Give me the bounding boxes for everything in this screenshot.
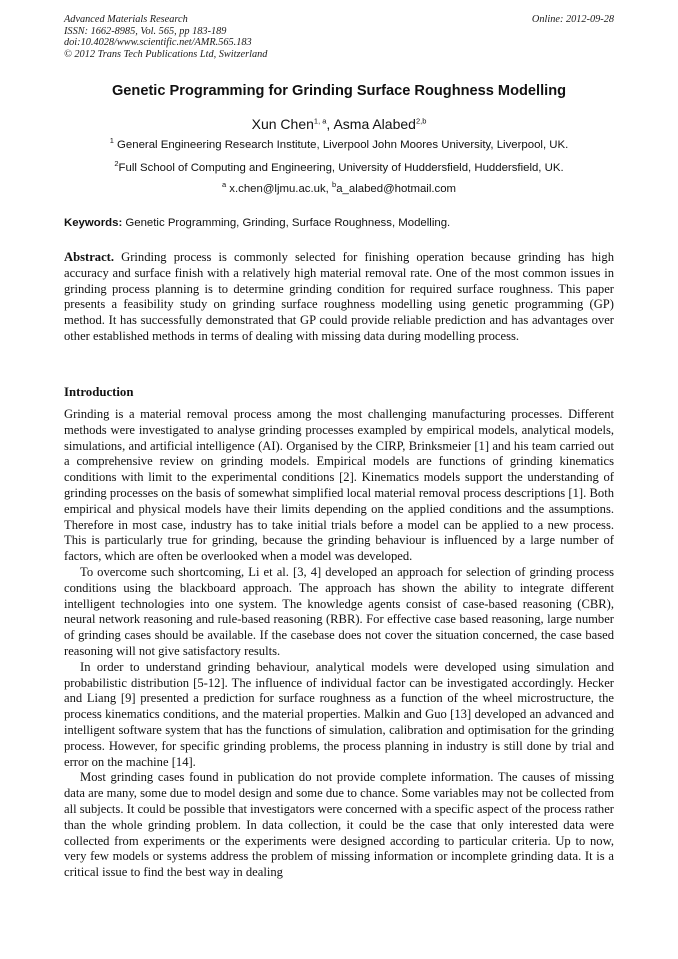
body-paragraph: To overcome such shortcoming, Li et al. [3, 4] developed an approach for selection of grinding process conditions using the blackboard approach. The approach has shown the ability to integrate different intelligent technologies into one system. The knowledge agents consist of case-based reasoning (CBR), neural network reasoning and rule-based reasoning (RBR). For effective case based reasoning, large number of grinding cases should be available. If the casebase does not cover the situation concerned, the case based reasoning will not give satisfactory results. — [64, 564, 614, 658]
doi-line: doi:10.4028/www.scientific.net/AMR.565.183 — [64, 37, 252, 49]
abstract-text: Grinding process is commonly selected for finishing operation because grinding has high accuracy and surface finish with a relatively high material removal rate. One of the most common issues in grinding process planning is to determine grinding condition for required surface roughness. This paper presents a feasibility study on grinding surface roughness modelling using genetic programming (GP) method. It has successfully demonstrated that GP could provide reliable prediction and has advantages over other established methods in terms of dealing with missing data during modelling process. — [64, 250, 614, 343]
email-mark: b — [332, 180, 337, 190]
affiliation-2 — [0, 161, 678, 175]
affiliation-mark: 1 — [109, 136, 114, 146]
body-paragraph: Grinding is a material removal process among the most challenging manufacturing processes. Different methods were investigated to analyse grinding processes exampled by empirical models, analytical models, simulations, and artificial intelligence (AI). Organised by the CIRP, Brinksmeier [1] and his team carried out a comprehensive review on grinding models. Empirical models are functions of grinding kinematics conditions with limit to the experimental conditions [2]. Kinematics models support the understanding of grinding processes on the basis of somewhat simplified local material removal process descriptions [1]. Both empirical and physical models have their limits depending on the applied conditions and the assumptions. Therefore in most case, industry has to take initial trials before a model can be applied to a new process. This is particularly true for grinding, because the grinding behaviour is influenced by a large number of factors, which are often be overlooked when a model was developed. — [64, 407, 614, 564]
author-emails — [0, 182, 678, 196]
abstract-label: Abstract. — [64, 250, 115, 264]
author-separator: , — [326, 116, 334, 132]
email-text: a_alabed@hotmail.com — [336, 183, 457, 195]
affiliation-mark: 2 — [114, 159, 119, 169]
abstract — [64, 250, 614, 345]
journal-name: Advanced Materials Research — [64, 14, 188, 25]
journal-metadata — [64, 14, 267, 60]
affiliation-text: General Engineering Research Institute, Liverpool John Moores University, Liverpool, UK. — [113, 139, 569, 151]
email-text: x.chen@ljmu.ac.uk, — [226, 183, 333, 195]
introduction-body — [64, 407, 614, 881]
affiliation-text: Full School of Computing and Engineering, University of Huddersfield, Huddersfield, UK. — [118, 162, 564, 174]
body-paragraph: Most grinding cases found in publication do not provide complete information. The causes of missing data are many, some due to model design and some due to chance. Some variables may not be collected from all subjects. It could be possible that investigators were concerned with a specific aspect of the process rather than the whole grinding problem. In data collection, it could be the case that only interested data were collected from experiments or the experiments were designed according to particular criteria. Up to now, very few models or systems address the problem of missing information or incomplete grinding data. It is a critical issue to find the best way in dealing — [64, 770, 614, 880]
section-heading-introduction: Introduction — [64, 385, 134, 399]
online-date: Online: 2012-09-28 — [531, 14, 614, 25]
author-list — [0, 115, 678, 133]
keywords-text: Genetic Programming, Grinding, Surface Roughness, Modelling. — [122, 217, 451, 229]
keywords-label: Keywords: — [64, 217, 123, 229]
author-name: Asma Alabed — [333, 116, 416, 132]
body-paragraph: In order to understand grinding behaviour, analytical models were developed using simulation and probabilistic distribution [5-12]. The influence of individual factor can be investigated accordingly. Hecker and Liang [9] presented a prediction for surface roughness as a function of the wheel microstructure, the process kinematics conditions, and the material properties. Malkin and Guo [13] developed an advanced and intelligent software system that has the functions of simulation, calibration and optimisation for the grinding process. However, for specific grinding problems, the process planning in industry is still done by trial and error on the machine [14]. — [64, 659, 614, 769]
issn-line: ISSN: 1662-8985, Vol. 565, pp 183-189 — [64, 25, 227, 37]
author-affiliation-mark: 2,b — [415, 116, 427, 126]
keywords — [64, 216, 450, 230]
paper-title: Genetic Programming for Grinding Surface Roughness Modelling — [111, 83, 567, 99]
affiliation-1 — [0, 138, 678, 152]
copyright-line: © 2012 Trans Tech Publications Ltd, Switzerland — [64, 48, 268, 60]
email-mark: a — [221, 180, 227, 190]
author-name: Xun Chen — [251, 116, 314, 132]
author-affiliation-mark: 1, a — [313, 116, 327, 126]
